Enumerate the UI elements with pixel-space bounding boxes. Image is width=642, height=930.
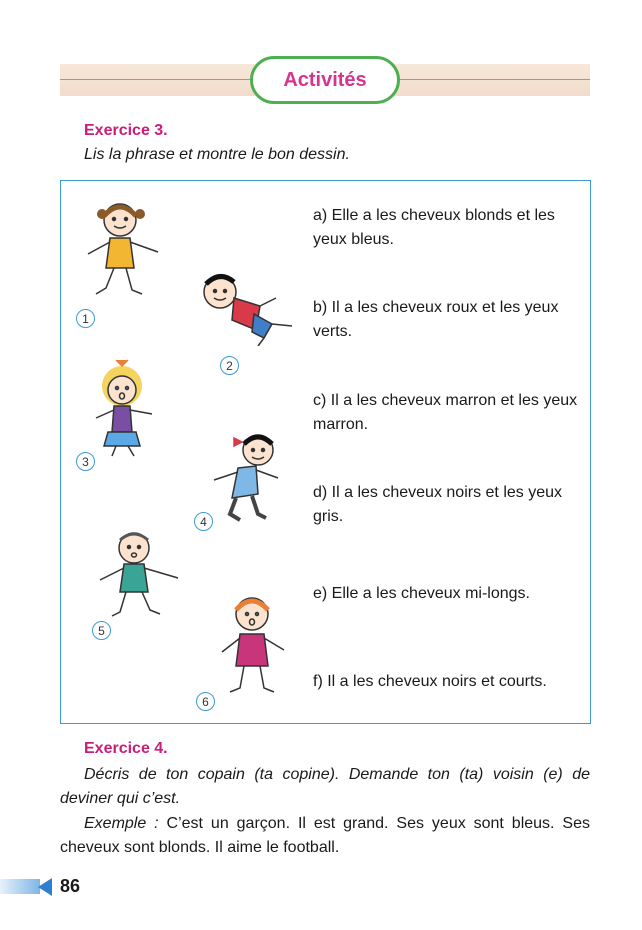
example-label: Exemple :	[84, 815, 159, 832]
child-drawing-1	[80, 198, 170, 308]
figure-number-3: 3	[76, 452, 95, 471]
page-number-bar	[0, 879, 40, 894]
figure-number-5: 5	[92, 621, 111, 640]
exercise-3-instruction: Lis la phrase et montre le bon dessin.	[84, 146, 350, 163]
figure-number-2: 2	[220, 356, 239, 375]
child-drawing-3	[86, 352, 172, 462]
exercise-3-title: Exercice 3.	[84, 122, 168, 139]
activites-title: Activités	[283, 68, 367, 91]
phrase-b: b) Il a les cheveux roux et les yeux verts.	[313, 299, 559, 340]
exercise-4-title: Exercice 4.	[84, 740, 168, 757]
exercise-4-instruction	[60, 763, 590, 811]
phrase-c: c) Il a les cheveux marron et les yeux marron.	[313, 392, 578, 433]
phrase-e: e) Elle a les cheveux mi-longs.	[313, 585, 530, 602]
page-number: 86	[60, 876, 81, 896]
figure-number-6: 6	[196, 692, 215, 711]
exercise-4-instruction-text: Décris de ton copain (ta copine). Demande ton (ta) voisin (e) de deviner qui c’est.	[60, 766, 590, 807]
child-drawing-5	[96, 528, 186, 628]
phrase-a: a) Elle a les cheveux blonds et les yeux bleus.	[313, 207, 555, 248]
figure-number-1: 1	[76, 309, 95, 328]
child-drawing-2	[196, 266, 296, 346]
activites-label	[250, 56, 400, 104]
child-drawing-6	[214, 592, 290, 702]
phrase-d: d) Il a les cheveux noirs et les yeux gris.	[313, 484, 563, 525]
figure-number-4: 4	[194, 512, 213, 531]
phrase-f: f) Il a les cheveux noirs et courts.	[313, 673, 547, 690]
example-text: C’est un garçon. Il est grand. Ses yeux sont bleus. Ses cheveux sont blonds. Il aime le football.	[60, 815, 590, 856]
page-arrow-icon	[38, 878, 52, 896]
child-drawing-4	[206, 428, 286, 528]
exercise-4-example	[60, 812, 590, 860]
